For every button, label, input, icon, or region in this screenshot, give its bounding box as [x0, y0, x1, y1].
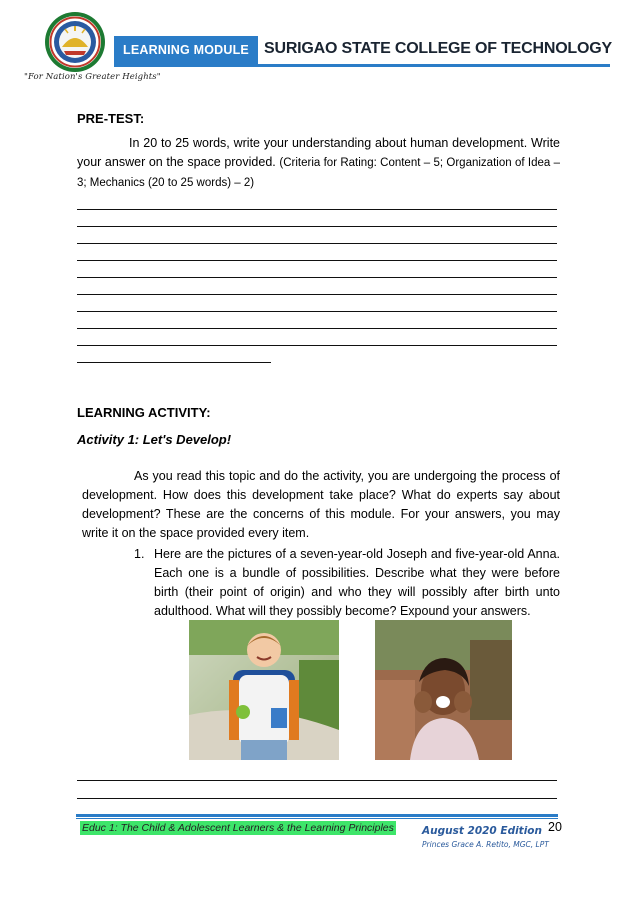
edition-label: August 2020 Edition: [422, 825, 542, 837]
pretest-criteria: (Criteria for Rating: Content – 5; Organization of Idea – 3; Mechanics (20 to 25 words) – 2): [77, 157, 560, 189]
answer-line[interactable]: [77, 780, 557, 781]
footer-divider-thin: [76, 818, 558, 819]
child-joseph-photo: [189, 620, 339, 760]
learning-activity-heading: LEARNING ACTIVITY:: [77, 405, 211, 420]
answer-line[interactable]: [77, 362, 271, 363]
answer-line[interactable]: [77, 311, 557, 312]
answer-line[interactable]: [77, 209, 557, 210]
footer-divider: [76, 814, 558, 817]
activity-intro: [82, 467, 560, 543]
answer-line[interactable]: [77, 260, 557, 261]
answer-line[interactable]: [77, 294, 557, 295]
child-anna-photo: [375, 620, 512, 760]
college-name: SURIGAO STATE COLLEGE OF TECHNOLOGY: [264, 40, 612, 57]
activity-title: Activity 1: Let's Develop!: [77, 432, 232, 447]
answer-line[interactable]: [77, 798, 557, 799]
pretest-instruction: [77, 134, 560, 193]
pretest-instruction-main: In 20 to 25 words, write your understanding about human development. Write your answer on the space provided.: [77, 136, 560, 169]
answer-line[interactable]: [77, 277, 557, 278]
answer-line[interactable]: [77, 243, 557, 244]
author-name: Princes Grace A. Retito, MGC, LPT: [422, 840, 549, 849]
header-divider: [114, 64, 610, 67]
pretest-heading: PRE-TEST:: [77, 111, 145, 126]
item-number: 1.: [134, 547, 145, 561]
page-number: 20: [548, 820, 562, 834]
answer-line[interactable]: [77, 226, 557, 227]
college-motto: "For Nation's Greater Heights": [24, 72, 161, 82]
item-text: Here are the pictures of a seven-year-old Joseph and five-year-old Anna. Each one is a bundle of possibilities. Describe what they were before birth (their point of origin) and who they will possibly after birth unto adulthood. What will they possibly become? Expound your answers.: [154, 547, 560, 618]
course-title: Educ 1: The Child & Adolescent Learners & the Learning Principles: [82, 822, 394, 834]
answer-line[interactable]: [77, 328, 557, 329]
college-seal-icon: [44, 11, 106, 73]
activity-intro-text: As you read this topic and do the activity, you are undergoing the process of development. How does this development take place? What do experts say about development? These are the concerns of this module. For your answers, you may write it on the space provided every item.: [82, 469, 560, 540]
learning-module-tab: LEARNING MODULE: [114, 36, 258, 64]
answer-line[interactable]: [77, 345, 557, 346]
